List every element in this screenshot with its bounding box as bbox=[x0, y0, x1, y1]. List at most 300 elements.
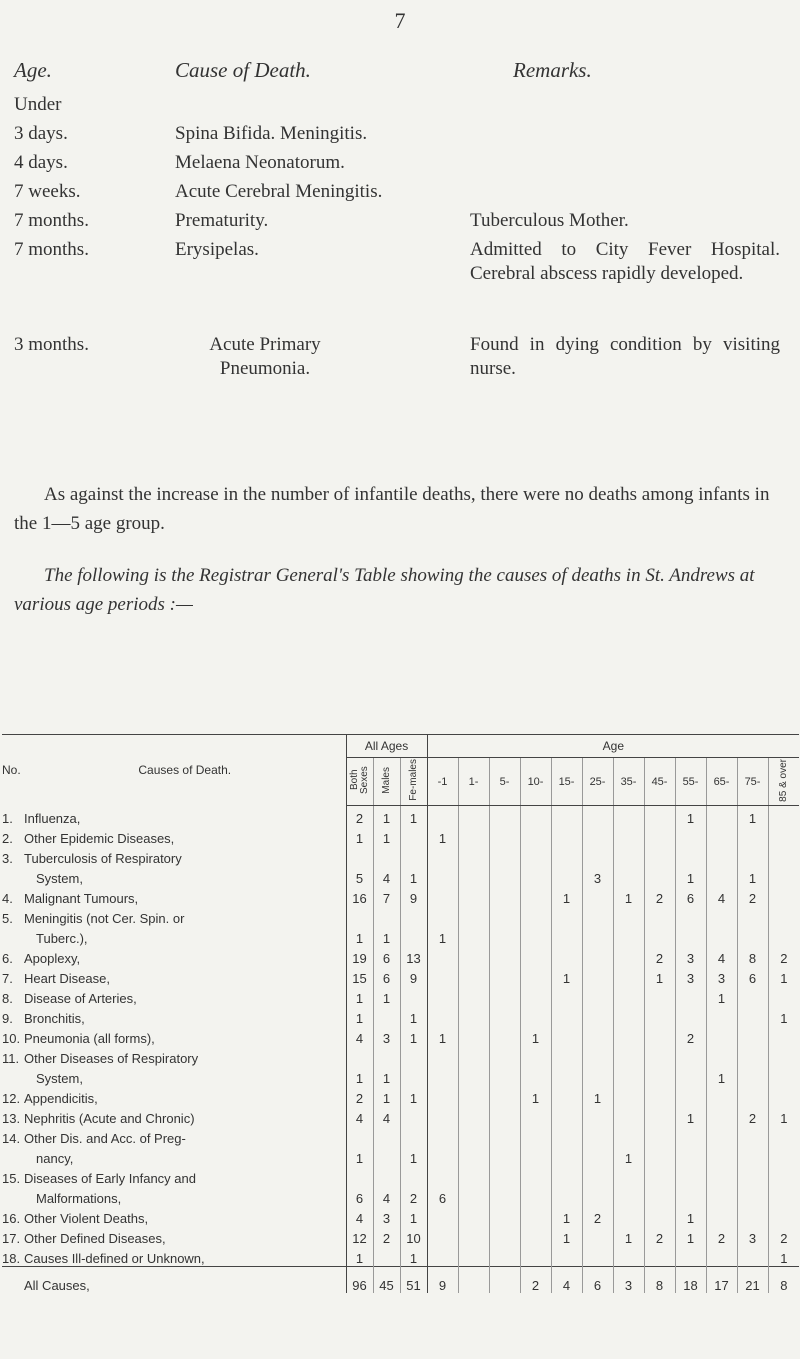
age-cell bbox=[427, 966, 458, 986]
row-number: 6. bbox=[2, 951, 13, 966]
cause-label: Bronchitis, bbox=[24, 1011, 85, 1026]
sub-header-1: Males bbox=[373, 758, 400, 806]
age-cell: 1 bbox=[520, 1026, 551, 1046]
age-cell bbox=[427, 1246, 458, 1267]
both-sexes-cell: 1 bbox=[346, 1066, 373, 1086]
females-cell: 10 bbox=[400, 1226, 427, 1246]
blank-cell bbox=[458, 906, 489, 926]
age-cell: 1 bbox=[613, 886, 644, 906]
cause-label-cont: System, bbox=[36, 1071, 83, 1086]
infant-age: 7 weeks. bbox=[14, 181, 81, 202]
infant-age: 7 months. bbox=[14, 239, 89, 260]
blank-cell bbox=[768, 846, 799, 866]
age-cell bbox=[706, 1086, 737, 1106]
age-cell: 1 bbox=[551, 966, 582, 986]
table-row bbox=[2, 806, 799, 827]
age-cell bbox=[737, 1246, 768, 1267]
males-cell: 6 bbox=[373, 946, 400, 966]
age-cell: 2 bbox=[737, 1106, 768, 1126]
blank-cell bbox=[706, 846, 737, 866]
age-cell bbox=[706, 866, 737, 886]
age-cell bbox=[520, 806, 551, 827]
infant-cause: Spina Bifida. Meningitis. bbox=[175, 123, 368, 144]
age-cell bbox=[737, 1206, 768, 1226]
age-cell bbox=[644, 1086, 675, 1106]
age-cell: 2 bbox=[644, 1226, 675, 1246]
females-cell: 9 bbox=[400, 966, 427, 986]
blank-cell bbox=[489, 1046, 520, 1066]
age-cell bbox=[613, 926, 644, 946]
age-cell bbox=[613, 1086, 644, 1106]
age-cell bbox=[582, 1246, 613, 1267]
cause-label: Other Defined Diseases, bbox=[24, 1231, 166, 1246]
age-cell bbox=[458, 1267, 489, 1294]
age-cell bbox=[551, 946, 582, 966]
table-row bbox=[2, 926, 799, 946]
blank-cell bbox=[373, 1046, 400, 1066]
both-sexes-cell: 5 bbox=[346, 866, 373, 886]
blank-cell bbox=[613, 1166, 644, 1186]
age-cell bbox=[427, 1146, 458, 1166]
age-cell bbox=[706, 1186, 737, 1206]
age-cell bbox=[427, 946, 458, 966]
age-cell bbox=[458, 886, 489, 906]
blank-cell bbox=[644, 906, 675, 926]
age-cell: 2 bbox=[520, 1267, 551, 1294]
age-header-11: 85 & over bbox=[768, 758, 799, 806]
age-header-9: 65- bbox=[706, 758, 737, 806]
age-cell bbox=[675, 1006, 706, 1026]
age-cell bbox=[582, 1026, 613, 1046]
age-cell: 3 bbox=[675, 966, 706, 986]
cause-label: Meningitis (not Cer. Spin. or bbox=[24, 911, 185, 926]
age-cell: 1 bbox=[551, 886, 582, 906]
age-cell: 6 bbox=[582, 1267, 613, 1294]
age-cell bbox=[706, 1246, 737, 1267]
age-cell bbox=[768, 1066, 799, 1086]
infant-remarks: Tuberculous Mother. bbox=[470, 210, 629, 231]
cause-label: Other Epidemic Diseases, bbox=[24, 831, 175, 846]
age-cell: 2 bbox=[737, 886, 768, 906]
age-cell: 1 bbox=[551, 1226, 582, 1246]
both-sexes-cell: 1 bbox=[346, 1006, 373, 1026]
cause-label: Nephritis (Acute and Chronic) bbox=[24, 1111, 195, 1126]
age-cell: 8 bbox=[644, 1267, 675, 1294]
blank-cell bbox=[768, 1126, 799, 1146]
age-cell bbox=[520, 1246, 551, 1267]
blank-cell bbox=[489, 846, 520, 866]
blank-cell bbox=[400, 1166, 427, 1186]
cause-label: Malignant Tumours, bbox=[24, 891, 139, 906]
age-cell bbox=[644, 1026, 675, 1046]
age-cell bbox=[644, 1006, 675, 1026]
age-cell: 2 bbox=[768, 946, 799, 966]
age-cell bbox=[427, 1106, 458, 1126]
infant-remarks: Found in dying condition by visiting nurse. bbox=[470, 334, 780, 379]
age-cell: 8 bbox=[737, 946, 768, 966]
age-cell bbox=[737, 926, 768, 946]
header-all-ages: All Ages bbox=[346, 735, 427, 758]
age-cell bbox=[613, 966, 644, 986]
age-cell bbox=[520, 1106, 551, 1126]
table-row bbox=[2, 986, 799, 1006]
cause-label: Pneumonia (all forms), bbox=[24, 1031, 155, 1046]
age-cell: 3 bbox=[582, 866, 613, 886]
age-cell bbox=[613, 806, 644, 827]
cause-label-cont: nancy, bbox=[36, 1151, 74, 1166]
age-cell: 4 bbox=[706, 946, 737, 966]
blank-cell bbox=[675, 1046, 706, 1066]
age-cell bbox=[768, 886, 799, 906]
age-cell bbox=[427, 986, 458, 1006]
age-cell bbox=[489, 1206, 520, 1226]
age-cell bbox=[768, 1026, 799, 1046]
age-cell: 17 bbox=[706, 1267, 737, 1294]
blank-cell bbox=[400, 906, 427, 926]
females-cell: 1 bbox=[400, 1006, 427, 1026]
males-cell: 1 bbox=[373, 986, 400, 1006]
blank-cell bbox=[706, 906, 737, 926]
age-cell bbox=[613, 986, 644, 1006]
age-cell bbox=[768, 826, 799, 846]
blank-cell bbox=[644, 1046, 675, 1066]
table-row bbox=[2, 866, 799, 886]
age-cell: 1 bbox=[427, 826, 458, 846]
paragraph-infant-summary: As against the increase in the number of infantile deaths, there were no deaths among infants in the 1—5 age group. bbox=[14, 484, 770, 534]
age-cell bbox=[768, 1086, 799, 1106]
age-header-3: 10- bbox=[520, 758, 551, 806]
age-cell bbox=[489, 1106, 520, 1126]
age-cell bbox=[520, 926, 551, 946]
table-row bbox=[2, 1066, 799, 1086]
cause-label: Heart Disease, bbox=[24, 971, 110, 986]
total-row bbox=[2, 1267, 799, 1294]
age-cell: 3 bbox=[706, 966, 737, 986]
blank-cell bbox=[644, 1126, 675, 1146]
blank-cell bbox=[346, 906, 373, 926]
age-cell bbox=[706, 1206, 737, 1226]
age-cell: 1 bbox=[675, 806, 706, 827]
row-number-blank bbox=[2, 1066, 24, 1086]
age-cell: 1 bbox=[706, 986, 737, 1006]
table-row bbox=[2, 1106, 799, 1126]
age-cell bbox=[489, 866, 520, 886]
age-cell bbox=[768, 866, 799, 886]
age-cell bbox=[644, 926, 675, 946]
blank-cell bbox=[551, 906, 582, 926]
blank-cell bbox=[613, 1126, 644, 1146]
age-header-7: 45- bbox=[644, 758, 675, 806]
males-cell: 4 bbox=[373, 866, 400, 886]
age-cell: 1 bbox=[551, 1206, 582, 1226]
infant-age: 4 days. bbox=[14, 152, 68, 173]
age-header-10: 75- bbox=[737, 758, 768, 806]
age-cell bbox=[489, 1026, 520, 1046]
blank-cell bbox=[644, 1166, 675, 1186]
table-row bbox=[2, 946, 799, 966]
age-cell: 1 bbox=[675, 1206, 706, 1226]
age-cell bbox=[582, 806, 613, 827]
age-cell bbox=[706, 1106, 737, 1126]
total-label: All Causes, bbox=[24, 1267, 346, 1294]
infant-cause: Erysipelas. bbox=[175, 239, 259, 260]
blank-cell bbox=[489, 906, 520, 926]
blank-cell bbox=[706, 1046, 737, 1066]
both-sexes-cell: 12 bbox=[346, 1226, 373, 1246]
age-cell: 1 bbox=[768, 1246, 799, 1267]
age-header-8: 55- bbox=[675, 758, 706, 806]
age-cell bbox=[520, 826, 551, 846]
age-cell bbox=[489, 1146, 520, 1166]
age-cell bbox=[427, 1006, 458, 1026]
both-sexes-cell: 16 bbox=[346, 886, 373, 906]
cause-label: Apoplexy, bbox=[24, 951, 81, 966]
blank-cell bbox=[373, 906, 400, 926]
age-cell: 18 bbox=[675, 1267, 706, 1294]
age-cell bbox=[458, 1206, 489, 1226]
age-cell bbox=[489, 946, 520, 966]
age-cell bbox=[520, 1066, 551, 1086]
females-cell: 1 bbox=[400, 866, 427, 886]
males-cell: 1 bbox=[373, 806, 400, 827]
age-cell bbox=[737, 1086, 768, 1106]
age-cell bbox=[489, 1006, 520, 1026]
age-cell bbox=[520, 1146, 551, 1166]
age-cell bbox=[768, 1186, 799, 1206]
females-cell: 1 bbox=[400, 1086, 427, 1106]
age-cell bbox=[551, 1006, 582, 1026]
age-cell: 6 bbox=[427, 1186, 458, 1206]
age-cell bbox=[582, 1226, 613, 1246]
blank-cell bbox=[551, 1166, 582, 1186]
row-number: 5. bbox=[2, 911, 13, 926]
blank-cell bbox=[768, 906, 799, 926]
age-cell bbox=[644, 1106, 675, 1126]
row-number: 10. bbox=[2, 1031, 21, 1046]
age-cell bbox=[675, 986, 706, 1006]
age-cell bbox=[427, 806, 458, 827]
cause-label-cont: Malformations, bbox=[36, 1191, 122, 1206]
blank-cell bbox=[551, 1046, 582, 1066]
cause-label-cont: System, bbox=[36, 871, 83, 886]
age-cell bbox=[644, 826, 675, 846]
age-cell bbox=[551, 1146, 582, 1166]
males-cell: 3 bbox=[373, 1206, 400, 1226]
age-cell bbox=[458, 986, 489, 1006]
females-cell: 51 bbox=[400, 1267, 427, 1294]
age-header-6: 35- bbox=[613, 758, 644, 806]
infant-age: 3 months. bbox=[14, 334, 89, 355]
age-cell bbox=[520, 1226, 551, 1246]
cause-label: Other Diseases of Respiratory bbox=[24, 1051, 199, 1066]
infant-cause: Acute Cerebral Meningitis. bbox=[175, 181, 383, 202]
age-cell bbox=[520, 886, 551, 906]
age-cell: 9 bbox=[427, 1267, 458, 1294]
age-cell bbox=[644, 986, 675, 1006]
age-cell: 3 bbox=[737, 1226, 768, 1246]
age-cell bbox=[458, 866, 489, 886]
age-cell bbox=[675, 1246, 706, 1267]
females-cell: 1 bbox=[400, 806, 427, 827]
age-cell bbox=[551, 1026, 582, 1046]
age-cell bbox=[520, 966, 551, 986]
total-blank bbox=[2, 1267, 24, 1294]
age-cell bbox=[582, 1106, 613, 1126]
infant-remarks: Admitted to City Fever Hospital. Cerebral abscess rapidly developed. bbox=[470, 239, 780, 284]
infant-age: 7 months. bbox=[14, 210, 89, 231]
age-cell: 1 bbox=[427, 1026, 458, 1046]
blank-cell bbox=[675, 1166, 706, 1186]
age-cell bbox=[427, 886, 458, 906]
age-cell bbox=[458, 1006, 489, 1026]
row-number: 1. bbox=[2, 811, 13, 826]
blank-cell bbox=[706, 1126, 737, 1146]
age-cell bbox=[737, 1186, 768, 1206]
age-cell bbox=[613, 1026, 644, 1046]
blank-cell bbox=[373, 1166, 400, 1186]
age-cell bbox=[458, 926, 489, 946]
row-number-blank bbox=[2, 1146, 24, 1166]
blank-cell bbox=[346, 1046, 373, 1066]
age-cell: 1 bbox=[737, 806, 768, 827]
males-cell bbox=[373, 1146, 400, 1166]
causes-of-death-table bbox=[2, 734, 799, 1293]
blank-cell bbox=[737, 846, 768, 866]
blank-cell bbox=[582, 846, 613, 866]
age-cell bbox=[582, 946, 613, 966]
age-cell bbox=[458, 1146, 489, 1166]
both-sexes-cell: 96 bbox=[346, 1267, 373, 1294]
blank-cell bbox=[346, 846, 373, 866]
age-cell bbox=[675, 1186, 706, 1206]
both-sexes-cell: 1 bbox=[346, 986, 373, 1006]
age-cell bbox=[551, 1186, 582, 1206]
age-cell: 4 bbox=[706, 886, 737, 906]
row-number: 7. bbox=[2, 971, 13, 986]
age-cell bbox=[489, 966, 520, 986]
age-cell bbox=[551, 806, 582, 827]
age-cell bbox=[458, 1086, 489, 1106]
age-cell bbox=[489, 806, 520, 827]
blank-cell bbox=[675, 1126, 706, 1146]
blank-cell bbox=[458, 846, 489, 866]
age-cell bbox=[675, 826, 706, 846]
table-row bbox=[2, 1046, 799, 1066]
blank-cell bbox=[427, 846, 458, 866]
age-header-2: 5- bbox=[489, 758, 520, 806]
blank-cell bbox=[400, 1126, 427, 1146]
age-cell bbox=[675, 1146, 706, 1166]
page-number: 7 bbox=[394, 8, 406, 33]
blank-cell bbox=[582, 1126, 613, 1146]
blank-cell bbox=[520, 1126, 551, 1146]
age-cell bbox=[613, 866, 644, 886]
males-cell: 1 bbox=[373, 826, 400, 846]
row-number: 16. bbox=[2, 1211, 21, 1226]
age-cell bbox=[520, 866, 551, 886]
age-cell bbox=[489, 1086, 520, 1106]
table-row bbox=[2, 1186, 799, 1206]
table-row bbox=[2, 1026, 799, 1046]
sub-header-0: Both Sexes bbox=[346, 758, 373, 806]
age-cell bbox=[427, 1086, 458, 1106]
header-no: No. bbox=[2, 735, 24, 806]
row-number: 9. bbox=[2, 1011, 13, 1026]
age-cell bbox=[706, 926, 737, 946]
table-row bbox=[2, 846, 799, 866]
both-sexes-cell: 19 bbox=[346, 946, 373, 966]
blank-cell bbox=[520, 906, 551, 926]
age-cell: 1 bbox=[644, 966, 675, 986]
both-sexes-cell: 1 bbox=[346, 1246, 373, 1267]
blank-cell bbox=[768, 1166, 799, 1186]
row-number: 8. bbox=[2, 991, 13, 1006]
age-cell bbox=[458, 1246, 489, 1267]
cause-label: Appendicitis, bbox=[24, 1091, 98, 1106]
age-cell bbox=[458, 1066, 489, 1086]
females-cell bbox=[400, 1066, 427, 1086]
header-remarks: Remarks. bbox=[513, 58, 592, 82]
age-cell bbox=[489, 926, 520, 946]
blank-cell bbox=[582, 906, 613, 926]
row-number: 11. bbox=[2, 1051, 20, 1066]
age-cell: 2 bbox=[768, 1226, 799, 1246]
age-cell: 1 bbox=[520, 1086, 551, 1106]
header-age: Age. bbox=[14, 58, 52, 82]
age-cell bbox=[458, 1106, 489, 1126]
blank-cell bbox=[675, 846, 706, 866]
row-number: 4. bbox=[2, 891, 13, 906]
age-cell: 3 bbox=[613, 1267, 644, 1294]
table-row bbox=[2, 826, 799, 846]
row-number: 3. bbox=[2, 851, 13, 866]
males-cell: 45 bbox=[373, 1267, 400, 1294]
cause-label: Other Dis. and Acc. of Preg- bbox=[24, 1131, 186, 1146]
cause-label: Other Violent Deaths, bbox=[24, 1211, 149, 1226]
age-cell bbox=[489, 886, 520, 906]
age-cell bbox=[489, 1186, 520, 1206]
males-cell: 4 bbox=[373, 1186, 400, 1206]
age-cell bbox=[737, 826, 768, 846]
age-cell bbox=[582, 886, 613, 906]
age-cell bbox=[706, 806, 737, 827]
both-sexes-cell: 4 bbox=[346, 1106, 373, 1126]
age-cell bbox=[489, 1267, 520, 1294]
age-cell bbox=[644, 1206, 675, 1226]
age-cell bbox=[427, 1066, 458, 1086]
females-cell bbox=[400, 826, 427, 846]
age-cell bbox=[768, 926, 799, 946]
age-cell: 4 bbox=[551, 1267, 582, 1294]
blank-cell bbox=[458, 1126, 489, 1146]
blank-cell bbox=[644, 846, 675, 866]
table-row bbox=[2, 886, 799, 906]
age-cell bbox=[613, 1206, 644, 1226]
age-header-5: 25- bbox=[582, 758, 613, 806]
age-cell bbox=[613, 1186, 644, 1206]
both-sexes-cell: 15 bbox=[346, 966, 373, 986]
blank-cell bbox=[768, 1046, 799, 1066]
age-cell bbox=[427, 1206, 458, 1226]
age-cell bbox=[644, 806, 675, 827]
both-sexes-cell: 1 bbox=[346, 826, 373, 846]
header-age-group: Age bbox=[427, 735, 799, 758]
age-cell bbox=[520, 946, 551, 966]
blank-cell bbox=[427, 1166, 458, 1186]
age-cell bbox=[520, 986, 551, 1006]
age-cell bbox=[644, 1146, 675, 1166]
cause-label: Diseases of Early Infancy and bbox=[24, 1171, 196, 1186]
